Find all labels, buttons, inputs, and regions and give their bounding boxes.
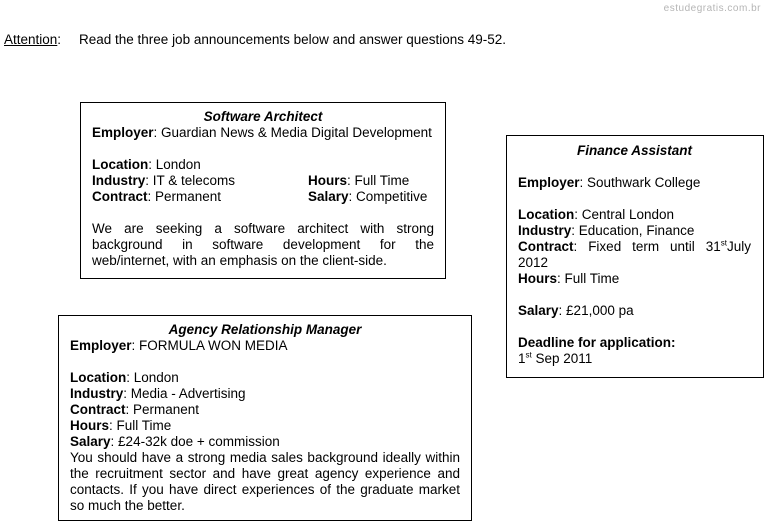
- location-value: : London: [148, 157, 201, 172]
- deadline-label: Deadline for application:: [518, 335, 676, 350]
- deadline-rest: Sep 2011: [531, 351, 593, 366]
- contract-month: July: [726, 239, 751, 254]
- employer-label: Employer: [518, 175, 580, 190]
- contract-year: 2012: [518, 255, 549, 270]
- contract-line: [518, 239, 751, 255]
- employer-line: [92, 125, 434, 141]
- contract-word: term: [632, 239, 660, 254]
- contract-salary-line: [92, 189, 434, 205]
- salary-label: Salary: [70, 434, 111, 449]
- employer-label: Employer: [70, 338, 132, 353]
- industry-label: Industry: [518, 223, 572, 238]
- location-value: : Central London: [574, 207, 675, 222]
- contract-line: [70, 402, 460, 418]
- contract-label: Contract: [518, 239, 574, 254]
- location-label: Location: [518, 207, 575, 222]
- industry-line: [518, 223, 751, 239]
- location-line: [518, 207, 751, 223]
- contract-word: :: [573, 239, 578, 254]
- salary-value: : £21,000 pa: [558, 303, 634, 318]
- employer-value: : FORMULA WON MEDIA: [131, 338, 288, 353]
- attention-label: Attention: [4, 32, 58, 47]
- attention-colon: :: [57, 32, 62, 47]
- watermark: estudegratis.com.br: [663, 3, 761, 14]
- industry-line: [70, 386, 460, 402]
- finance-assistant-ad: [506, 135, 764, 378]
- employer-line: [70, 338, 460, 354]
- deadline-value-line: [518, 351, 751, 367]
- attention-line: [4, 32, 507, 48]
- hours-label: Hours: [518, 271, 558, 286]
- hours-line: [70, 418, 460, 434]
- location-value: : London: [126, 370, 179, 385]
- industry-label: Industry: [70, 386, 124, 401]
- deadline-day-suffix: st: [525, 350, 532, 360]
- location-line: [92, 157, 434, 173]
- deadline-label-line: [518, 335, 751, 351]
- salary-label: Salary: [518, 303, 559, 318]
- salary-label: Salary: [308, 189, 349, 204]
- hours-value: : Full Time: [109, 418, 172, 433]
- industry-label: Industry: [92, 173, 146, 188]
- contract-label: Contract: [70, 402, 126, 417]
- industry-value: : Education, Finance: [571, 223, 695, 238]
- contract-word: until: [670, 239, 695, 254]
- contract-label: Contract: [92, 189, 148, 204]
- salary-value: : Competitive: [348, 189, 428, 204]
- deadline-day: 1: [518, 351, 526, 366]
- contract-value: : Permanent: [125, 402, 200, 417]
- ad-title: Software Architect: [203, 109, 323, 124]
- hours-line: [518, 271, 751, 287]
- contract-day: 31: [705, 239, 721, 254]
- hours-value: : Full Time: [347, 173, 410, 188]
- ad-description: You should have a strong media sales background ideally within the recruitment sector and have great agency experience and contacts. If you have direct experiences of the graduate market so much the better.: [70, 450, 460, 513]
- salary-line: [518, 303, 751, 319]
- location-label: Location: [92, 157, 149, 172]
- employer-value: : Guardian News & Media Digital Development: [153, 125, 432, 140]
- hours-label: Hours: [308, 173, 348, 188]
- location-label: Location: [70, 370, 127, 385]
- employer-value: : Southwark College: [579, 175, 701, 190]
- employer-label: Employer: [92, 125, 154, 140]
- attention-text: Read the three job announcements below and answer questions 49-52.: [79, 32, 507, 47]
- employer-line: [518, 175, 751, 191]
- hours-value: : Full Time: [557, 271, 620, 286]
- contract-day-suffix: st: [720, 238, 727, 248]
- ad-title: Finance Assistant: [576, 143, 693, 158]
- software-architect-ad: [80, 102, 446, 279]
- agency-relationship-manager-ad: [58, 315, 472, 521]
- industry-value: : IT & telecoms: [145, 173, 236, 188]
- industry-value: : Media - Advertising: [123, 386, 246, 401]
- contract-value: : Permanent: [147, 189, 222, 204]
- salary-line: [70, 434, 460, 450]
- salary-value: : £24-32k doe + commission: [110, 434, 280, 449]
- location-line: [70, 370, 460, 386]
- ad-title: Agency Relationship Manager: [168, 322, 362, 337]
- hours-label: Hours: [70, 418, 110, 433]
- ad-description: We are seeking a software architect with strong background in software development for the web/internet, with an emphasis on the client-side.: [92, 221, 434, 268]
- contract-word: Fixed: [588, 239, 622, 254]
- industry-hours-line: [92, 173, 434, 189]
